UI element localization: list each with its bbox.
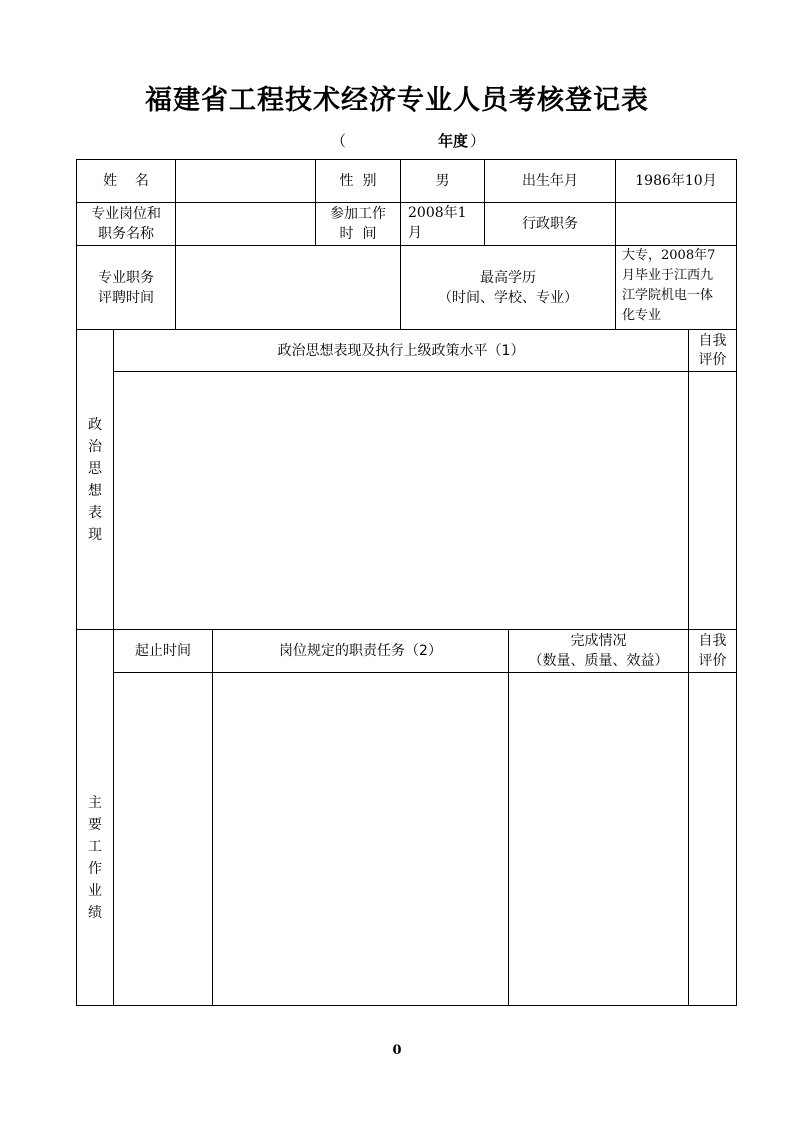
page-number: 0 — [392, 1043, 402, 1058]
appointment-time-value[interactable] — [176, 246, 400, 329]
admin-position-label: 行政职务 — [522, 216, 578, 232]
work-start-value[interactable] — [401, 203, 484, 245]
admin-position-value[interactable] — [616, 203, 736, 245]
education-label — [401, 246, 615, 329]
political-char: 思 — [88, 460, 102, 477]
name-label: 姓 名 — [103, 173, 149, 189]
political-char: 想 — [88, 482, 102, 499]
birth-value[interactable]: 1986年10月 — [635, 173, 717, 189]
post-title-label — [77, 203, 175, 245]
performance-char: 业 — [88, 882, 102, 899]
education-label-line2: （时间、学校、专业） — [438, 289, 578, 306]
duty-entry-area[interactable] — [213, 673, 508, 1005]
col-completion-line2: （数量、质量、效益） — [528, 653, 669, 669]
political-char: 政 — [88, 416, 102, 433]
political-char: 治 — [88, 438, 102, 455]
political-char: 现 — [88, 526, 102, 543]
work-start-label-line2: 时 间 — [339, 226, 377, 242]
performance-char: 要 — [88, 816, 102, 833]
political-self-eval-line2: 评价 — [698, 351, 727, 368]
appointment-time-label — [77, 246, 175, 329]
form-title: 福建省工程技术经济专业人员考核登记表 — [145, 85, 649, 116]
gender-label: 性 别 — [339, 173, 377, 189]
education-value-line2: 月毕业于江西九 — [622, 268, 714, 283]
education-value-line3: 江学院机电一体 — [622, 288, 714, 303]
political-char: 表 — [88, 504, 102, 521]
col-duty-header: 岗位规定的职责任务（2） — [279, 643, 442, 659]
performance-self-eval-area[interactable] — [689, 673, 736, 1005]
performance-char: 作 — [88, 860, 102, 877]
col-completion-header — [509, 630, 688, 672]
political-content-area[interactable] — [114, 372, 688, 629]
education-value-line4: 化专业 — [622, 308, 662, 323]
work-start-value-line2: 月 — [408, 225, 422, 241]
name-value[interactable] — [176, 160, 315, 202]
col-period-header: 起止时间 — [135, 643, 191, 659]
political-self-eval-label — [689, 330, 736, 371]
work-start-value-line1: 2008年1 — [408, 205, 467, 221]
appointment-time-label-line1: 专业职务 — [98, 269, 154, 286]
performance-self-eval-line1: 自我 — [698, 633, 727, 649]
col-completion-line1: 完成情况 — [570, 633, 627, 649]
political-self-eval-line1: 自我 — [698, 332, 727, 349]
year-open-paren: （ — [331, 132, 347, 150]
year-close-paren: ） — [470, 132, 486, 150]
education-value-line1: 大专，2008年7 — [622, 248, 716, 263]
performance-self-eval-line2: 评价 — [698, 653, 727, 669]
performance-section-label — [77, 630, 113, 1005]
performance-char: 绩 — [88, 904, 102, 921]
gender-value[interactable]: 男 — [435, 173, 450, 189]
education-label-line1: 最高学历 — [480, 269, 536, 286]
post-title-label-line1: 专业岗位和 — [91, 206, 161, 222]
political-self-eval-area[interactable] — [689, 372, 736, 629]
political-section-label — [77, 330, 113, 629]
post-title-value[interactable] — [176, 203, 315, 245]
work-start-label-line1: 参加工作 — [330, 206, 386, 222]
work-start-label — [316, 203, 400, 245]
post-title-label-line2: 职务名称 — [98, 226, 154, 242]
year-label: 年度 — [438, 132, 469, 150]
performance-self-eval-label — [689, 630, 736, 672]
performance-char: 主 — [88, 794, 102, 811]
period-entry-area[interactable] — [114, 673, 212, 1005]
political-header: 政治思想表现及执行上级政策水平（1） — [277, 342, 525, 359]
performance-char: 工 — [88, 838, 102, 855]
appointment-time-label-line2: 评聘时间 — [98, 289, 154, 306]
birth-label: 出生年月 — [522, 173, 578, 189]
completion-entry-area[interactable] — [509, 673, 688, 1005]
education-value[interactable] — [616, 246, 736, 329]
